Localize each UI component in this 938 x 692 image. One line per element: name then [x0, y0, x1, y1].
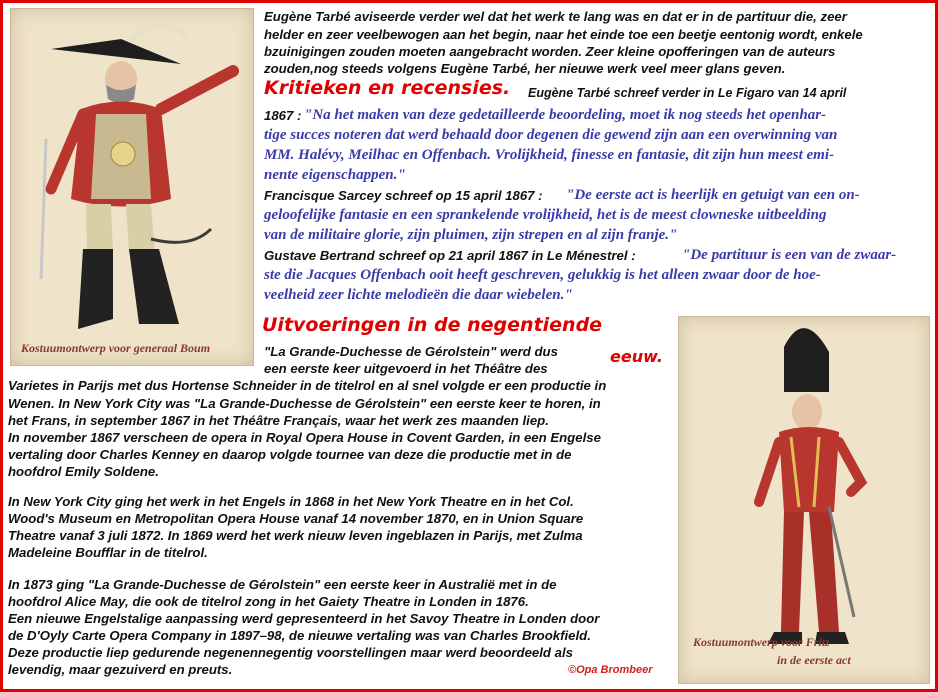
- general-boum-illustration: [11, 9, 253, 365]
- uitvoeringen-line-5: vertaling door Charles Kenney en daarop volgde tournee van deze die productie met in de: [8, 447, 572, 462]
- costume-picture-fritz: [678, 316, 930, 684]
- para3-line-3: Een nieuwe Engelstalige aanpassing werd gepresenteerd in het Savoy Theatre in Londen door: [8, 611, 600, 626]
- para3-line-2: hoofdrol Alice May, die ook de titelrol zong in het Gaiety Theatre in Londen in 1876.: [8, 594, 529, 609]
- para3-line-4: de D'Oyly Carte Opera Company in 1897–98, de nieuwe vertaling was van Charles Brookfield.: [8, 628, 591, 643]
- costume-picture-boum: [10, 8, 254, 366]
- uitvoeringen-short-2: een eerste keer uitgevoerd in het Théâtre des: [264, 361, 548, 376]
- tarbe-quote-line-4: nente eigenschappen.": [264, 167, 406, 183]
- sarcey-quote-line-2: geloofelijke fantasie en een sprankelende vrolijkheid, het is de meest clowneske uitbeelding: [264, 207, 827, 223]
- tarbe-quote-line-2: tige succes noteren dat werd behaald door degenen die gewend zijn aan een overwinning van: [264, 127, 838, 143]
- section-heading-kritieken: Kritieken en recensies.: [264, 77, 511, 99]
- tarbe-quote-line-1: "Na het maken van deze gedetailleerde beoordeling, moet ik nog steeds het openhar-: [304, 107, 827, 123]
- sarcey-prefix: Francisque Sarcey schreef op 15 april 1867 :: [264, 188, 543, 203]
- uitvoeringen-line-6: hoofdrol Emily Soldene.: [8, 464, 159, 479]
- para3-line-6: levendig, maar gezuiverd en preuts.: [8, 662, 233, 677]
- para2-line-3: Theatre vanaf 3 juli 1872. In 1869 werd het werk nieuw leven ingeblazen in Parijs, met Zulma: [8, 528, 583, 543]
- caption-fritz-line1: Kostuumontwerp voor Fritz: [693, 635, 830, 649]
- sarcey-quote-line-3: van de militaire glorie, zijn pluimen, zijn strepen en al zijn franje.": [264, 227, 678, 243]
- copyright-label: ©Opa Brombeer: [568, 664, 653, 676]
- bertrand-quote-line-1: "De partituur is een van de zwaar-: [682, 247, 897, 263]
- tarbe-quote-line-3: MM. Halévy, Meilhac en Offenbach. Vrolijkheid, finesse en fantasie, dit zijn hun meest emi-: [264, 147, 835, 163]
- intro-line-1: Eugène Tarbé aviseerde verder wel dat het werk te lang was en dat er in de partituur die, zeer: [264, 9, 847, 24]
- caption-boum: Kostuumontwerp voor generaal Boum: [21, 341, 211, 355]
- sarcey-quote-line-1: "De eerste act is heerlijk en getuigt van een on-: [566, 187, 860, 203]
- uitvoeringen-line-4: In november 1867 verscheen de opera in Royal Opera House in Covent Garden, in een Engelse: [8, 430, 601, 445]
- intro-line-3: bzuinigingen zouden moeten aangebracht worden. Zeer kleine opofferingen van de auteurs: [264, 44, 836, 59]
- uitvoeringen-short-1: "La Grande-Duchesse de Gérolstein" werd dus: [264, 344, 558, 359]
- section-heading-eeuw: eeuw.: [610, 347, 663, 366]
- fritz-illustration: [679, 317, 929, 683]
- bertrand-quote-line-3: veelheid zeer lichte melodieën die daar wiebelen.": [264, 287, 573, 303]
- para2-line-2: Wood's Museum en Metropolitan Opera House vanaf 14 november 1870, en in Union Square: [8, 511, 584, 526]
- para3-line-1: In 1873 ging "La Grande-Duchesse de Gérolstein" een eerste keer in Australië met in de: [8, 577, 557, 592]
- para2-line-4: Madeleine Boufflar in de titelrol.: [8, 545, 208, 560]
- intro-line-4: zouden,nog steeds volgens Eugène Tarbé, her nieuwe werk veel meer glans geven.: [264, 61, 786, 76]
- section-heading-uitvoeringen: Uitvoeringen in de negentiende: [262, 314, 603, 336]
- para2-line-1: In New York City ging het werk in het Engels in 1868 in het New York Theatre en in het Col.: [8, 494, 574, 509]
- uitvoeringen-line-2: Wenen. In New York City was "La Grande-Duchesse de Gérolstein" een eerste keer te horen, in: [8, 396, 601, 411]
- kritieken-lead: Eugène Tarbé schreef verder in Le Figaro van 14 april: [528, 86, 847, 100]
- uitvoeringen-line-3: het Frans, in september 1867 in het Théâtre Français, waar het werk zes maanden liep.: [8, 413, 549, 428]
- uitvoeringen-line-1: Varietes in Parijs met dus Hortense Schneider in de titelrol en al snel volgde er een productie in: [8, 378, 607, 393]
- intro-line-2: helder en zeer veelbewogen aan het begin, naar het einde toe een beetje eentonig wordt, enkele: [264, 27, 863, 42]
- bertrand-quote-line-2: ste die Jacques Offenbach ooit heeft geschreven, gelukkig is het alleen zwaar door de hoe-: [264, 267, 821, 283]
- bertrand-prefix: Gustave Bertrand schreef op 21 april 1867 in Le Ménestrel :: [264, 248, 636, 263]
- para3-line-5: Deze productie liep gedurende negenennegentig voorstellingen maar werd beoordeeld als: [8, 645, 573, 660]
- tarbe-line-prefix: 1867 :: [264, 108, 302, 123]
- caption-fritz-line2: in de eerste act: [777, 653, 851, 667]
